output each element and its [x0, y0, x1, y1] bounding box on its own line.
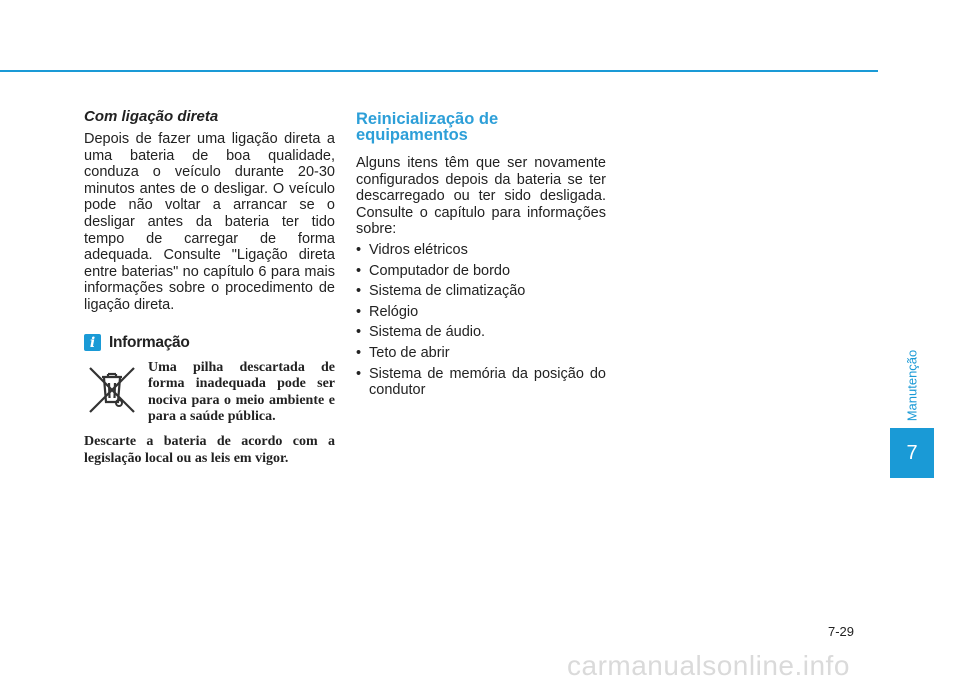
jump-start-paragraph: Depois de fazer uma ligação direta a uma bateria de boa qualidade, conduza o veículo durante 20-30 minutos antes de o desligar. O veículo pode não voltar a arrancar se o desligar antes da bateria ter tido tempo de carregar de forma adequada. Consulte "Ligação direta entre baterias" no capítulo 6 para mais informações sobre o procedimento de ligação direta. [84, 131, 335, 313]
list-item: • Sistema de áudio. [356, 324, 606, 341]
chapter-side-label [902, 345, 922, 425]
top-rule [0, 70, 878, 72]
section-subheading: Com ligação direta [84, 108, 219, 125]
reset-paragraph: Alguns itens têm que ser novamente configurados depois da bateria se ter descarregado ou ter sido desligada. Consulte o capítulo para informações sobre: [356, 155, 606, 238]
page-number: 7-29 [828, 624, 855, 639]
list-item: • Sistema de climatização [356, 283, 606, 300]
list-item: • Sistema de memória da posição do condutor [356, 366, 606, 399]
watermark: carmanualsonline.info [567, 650, 850, 681]
info-header [84, 334, 335, 352]
info-text-disposal: Descarte a bateria de acordo com a legislação local ou as leis em vigor. [84, 433, 335, 466]
chapter-number-tab: 7 [890, 428, 934, 478]
right-column [356, 111, 606, 403]
list-item: • Vidros elétricos [356, 242, 606, 259]
info-text: Uma pilha descartada de forma inadequada pode ser nociva para o meio ambiente e para a saúde pública. [148, 359, 335, 425]
chapter-title: Manutenção [904, 349, 920, 421]
section-heading: Reinicialização de equipamentos [356, 110, 499, 144]
info-icon: i [84, 334, 101, 351]
equipment-list [356, 242, 606, 399]
left-column [84, 108, 335, 467]
list-item: • Computador de bordo [356, 263, 606, 280]
info-box [84, 360, 335, 426]
list-item: • Teto de abrir [356, 345, 606, 362]
info-title: Informação [109, 333, 190, 351]
crossed-out-bin-icon [84, 362, 140, 418]
list-item: • Relógio [356, 304, 606, 321]
